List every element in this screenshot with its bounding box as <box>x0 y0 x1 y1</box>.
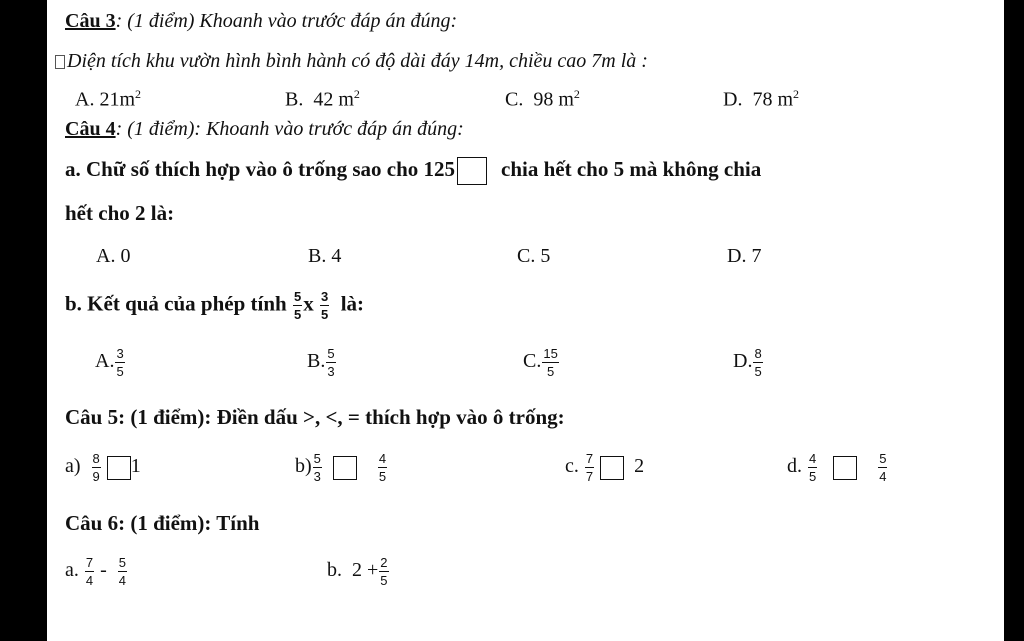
q4-title: Câu 4 <box>65 118 116 140</box>
q5-item-d <box>787 452 888 483</box>
q3-question-text: Diện tích khu vườn hình bình hành có độ dài đáy 14m, chiều cao 7m là : <box>67 50 648 72</box>
numerator: 7 <box>585 451 594 466</box>
q4a-question-line2: hết cho 2 là: <box>65 201 175 225</box>
q4a-option-d: D. 7 <box>727 245 762 267</box>
q3-question <box>55 50 648 73</box>
q3-heading <box>65 10 457 33</box>
fraction <box>542 347 558 378</box>
numerator: 5 <box>118 555 127 570</box>
operator: - <box>100 559 107 582</box>
q4b-text-pre: b. Kết quả của phép tính <box>65 291 287 316</box>
item-label: a) <box>65 455 81 478</box>
q4b-text-post: là: <box>340 291 365 316</box>
option-label: B. <box>307 350 326 373</box>
superscript: 2 <box>573 87 580 101</box>
numerator: 5 <box>327 346 335 361</box>
superscript: 2 <box>353 87 360 101</box>
q3-instruction: : (1 điểm) Khoanh vào trước đáp án đúng: <box>115 10 458 32</box>
option-label: C. <box>523 350 542 373</box>
fraction <box>320 290 329 321</box>
option-value: 78 m <box>752 88 794 111</box>
numerator: 4 <box>809 451 817 466</box>
option-label: C. <box>505 88 524 111</box>
q4b-option-a <box>95 347 126 378</box>
numerator: 3 <box>320 289 329 304</box>
missing-glyph-icon <box>55 55 65 69</box>
denominator: 5 <box>809 469 817 484</box>
q3-option-c <box>505 87 580 112</box>
fraction <box>585 452 594 483</box>
q4a-text-post: chia hết cho 5 mà không chia <box>501 157 762 181</box>
q6-heading: Câu 6: (1 điểm): Tính <box>65 511 260 535</box>
q5-item-c <box>565 452 644 483</box>
q4a-option-b: B. 4 <box>308 245 342 267</box>
option-label: B. <box>285 88 304 111</box>
denominator: 5 <box>116 364 124 379</box>
operator: x <box>303 291 314 316</box>
answer-box[interactable] <box>600 456 624 480</box>
q5-heading: Câu 5: (1 điểm): Điền dấu >, <, = thích hợp vào ô trống: <box>65 405 565 429</box>
superscript: 2 <box>135 87 142 101</box>
numerator: 5 <box>313 451 321 466</box>
option-label: A. <box>75 88 95 111</box>
denominator: 5 <box>320 307 329 322</box>
fraction <box>326 347 335 378</box>
numerator: 2 <box>380 555 388 570</box>
superscript: 2 <box>793 87 800 101</box>
fraction <box>878 452 887 483</box>
q4-instruction: : (1 điểm): Khoanh vào trước đáp án đúng: <box>115 118 464 140</box>
fraction <box>808 452 817 483</box>
q3-option-a <box>75 87 141 112</box>
option-value: 42 m <box>313 88 354 111</box>
denominator: 3 <box>313 469 321 484</box>
answer-box[interactable] <box>457 157 487 185</box>
answer-box[interactable] <box>833 456 857 480</box>
q6-item-a <box>65 556 128 587</box>
compare-value: 1 <box>130 455 141 478</box>
q4a-text-pre: a. Chữ số thích hợp vào ô trống sao cho 125 <box>65 157 456 181</box>
item-label: c. <box>565 455 579 478</box>
answer-box[interactable] <box>107 456 131 480</box>
denominator: 5 <box>754 364 762 379</box>
q6-item-b <box>327 556 390 587</box>
q4b-option-d <box>733 347 764 378</box>
denominator: 9 <box>92 469 100 484</box>
q4-heading <box>65 118 464 141</box>
worksheet-page <box>47 0 1004 641</box>
fraction <box>115 347 124 378</box>
item-label: b) <box>295 455 312 478</box>
q3-option-d <box>723 87 799 112</box>
q4a-question-line1 <box>65 157 761 185</box>
numerator: 5 <box>879 451 887 466</box>
fraction <box>379 556 388 587</box>
option-value: 98 m <box>533 88 574 111</box>
numerator: 7 <box>85 555 94 570</box>
q3-title: Câu 3 <box>65 10 116 32</box>
answer-box[interactable] <box>333 456 357 480</box>
option-value: 21m <box>99 88 136 111</box>
numerator: 8 <box>92 451 100 466</box>
q4b-option-b <box>307 347 337 378</box>
q4b-option-c <box>523 347 560 378</box>
denominator: 7 <box>585 469 594 484</box>
denominator: 4 <box>118 573 127 588</box>
denominator: 4 <box>85 573 94 588</box>
denominator: 5 <box>380 573 388 588</box>
fraction <box>92 452 101 483</box>
numerator: 3 <box>116 346 124 361</box>
fraction <box>85 556 94 587</box>
compare-value: 2 <box>634 455 645 478</box>
option-label: A. <box>95 350 115 373</box>
item-label: b. <box>327 559 342 582</box>
q4b-question <box>65 290 364 321</box>
item-label: d. <box>787 455 802 478</box>
denominator: 5 <box>293 307 302 322</box>
q5-item-b <box>295 452 388 483</box>
whole-number: 2 + <box>352 559 379 582</box>
denominator: 5 <box>378 469 387 484</box>
denominator: 5 <box>546 364 555 379</box>
item-label: a. <box>65 559 79 582</box>
option-label: D. <box>723 88 743 111</box>
denominator: 4 <box>879 469 887 484</box>
denominator: 3 <box>327 364 335 379</box>
numerator: 8 <box>754 346 762 361</box>
q5-item-a <box>65 452 141 483</box>
option-label: D. <box>733 350 753 373</box>
numerator: 15 <box>543 346 558 361</box>
numerator: 5 <box>293 289 302 304</box>
fraction <box>118 556 127 587</box>
fraction <box>753 347 762 378</box>
q4a-option-a: A. 0 <box>96 245 131 267</box>
fraction <box>293 290 302 321</box>
q3-option-b <box>285 87 360 112</box>
q4a-option-c: C. 5 <box>517 245 551 267</box>
fraction <box>378 452 387 483</box>
fraction <box>313 452 322 483</box>
numerator: 4 <box>378 451 387 466</box>
